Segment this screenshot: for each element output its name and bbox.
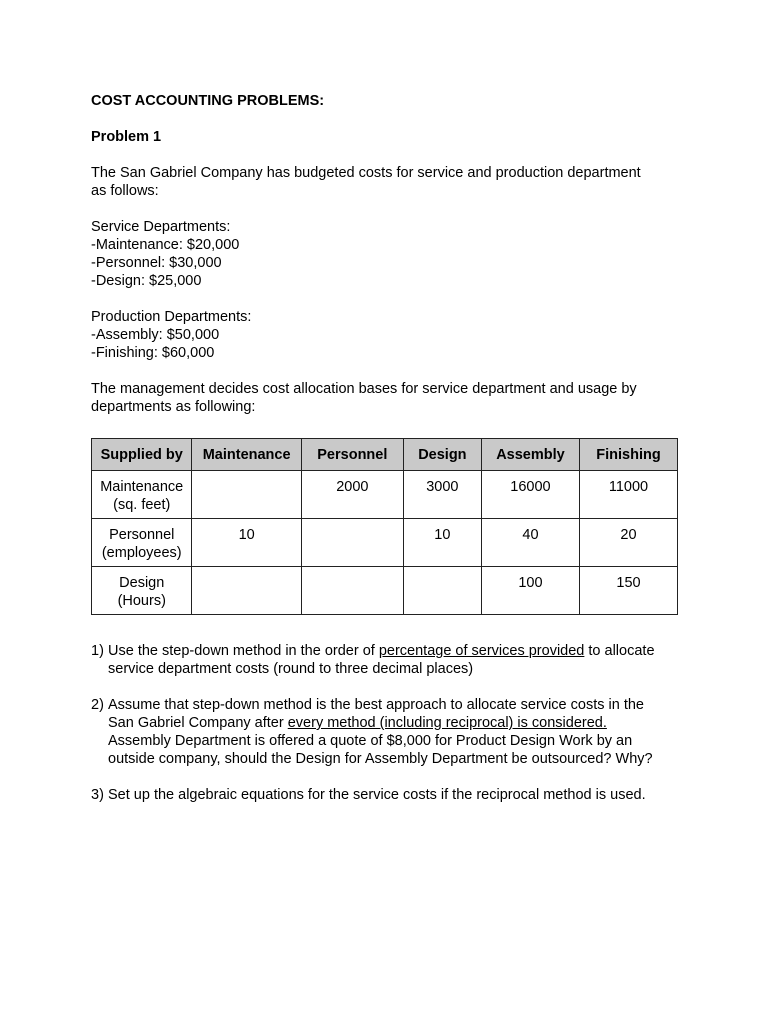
table-row [92, 519, 678, 567]
list-item: -Maintenance: $20,000 [91, 237, 240, 253]
allocation-intro-line-1: The management decides cost allocation bases for service department and usage by [91, 381, 637, 397]
row-label [92, 471, 192, 519]
document-title: COST ACCOUNTING PROBLEMS: [91, 93, 325, 109]
production-departments-list [91, 308, 691, 362]
list-item: -Finishing: $60,000 [91, 345, 215, 361]
problem-heading: Problem 1 [91, 129, 162, 145]
table-cell: 2000 [301, 471, 403, 519]
intro-line-1: The San Gabriel Company has budgeted costs for service and production department [91, 165, 641, 181]
column-header: Supplied by [92, 439, 192, 471]
production-departments-heading: Production Departments: [91, 309, 252, 325]
list-item: -Design: $25,000 [91, 273, 202, 289]
question-line: service department costs (round to three decimal places) [108, 661, 474, 677]
allocation-table [91, 438, 678, 615]
intro-paragraph [91, 164, 691, 200]
question-number: 1) [91, 643, 104, 659]
row-label [92, 519, 192, 567]
question-text-segment: Use the step-down method in the order of [108, 643, 379, 659]
question-1 [91, 642, 691, 678]
row-label-line: Personnel [109, 527, 175, 543]
column-header: Maintenance [192, 439, 301, 471]
allocation-intro-line-2: departments as following: [91, 399, 256, 415]
table-cell: 20 [580, 519, 678, 567]
row-label-line: (Hours) [117, 593, 166, 609]
allocation-intro-paragraph [91, 380, 691, 416]
table-cell [192, 471, 301, 519]
question-text-segment: San Gabriel Company after [108, 715, 288, 731]
service-departments-heading: Service Departments: [91, 219, 231, 235]
underlined-phrase: every method (including reciprocal) is considered. [287, 715, 607, 731]
row-label-line: (sq. feet) [113, 497, 171, 513]
service-departments-list [91, 218, 691, 290]
table-header-row [92, 439, 678, 471]
table-cell: 100 [481, 567, 579, 615]
table-cell: 3000 [403, 471, 481, 519]
row-label [92, 567, 192, 615]
table-cell [192, 567, 301, 615]
list-item: -Assembly: $50,000 [91, 327, 220, 343]
question-number: 2) [91, 697, 104, 713]
question-text [108, 642, 655, 678]
column-header: Finishing [580, 439, 678, 471]
table-cell: 40 [481, 519, 579, 567]
row-label-line: (employees) [101, 545, 182, 561]
question-text [108, 696, 653, 768]
question-line: Assembly Department is offered a quote of $8,000 for Product Design Work by an [108, 733, 633, 749]
intro-line-2: as follows: [91, 183, 159, 199]
questions-list [91, 642, 691, 822]
table-row [92, 471, 678, 519]
question-line: Set up the algebraic equations for the service costs if the reciprocal method is used. [108, 787, 646, 803]
document-body [91, 92, 691, 416]
table-cell [301, 519, 403, 567]
question-line: Assume that step-down method is the best approach to allocate service costs in the [108, 697, 644, 713]
table-cell: 10 [192, 519, 301, 567]
question-3 [91, 786, 691, 804]
row-label-line: Maintenance [100, 479, 184, 495]
table-row [92, 567, 678, 615]
row-label-line: Design [119, 575, 165, 591]
question-text [108, 786, 646, 804]
underlined-phrase: percentage of services provided [378, 643, 585, 659]
table-cell [301, 567, 403, 615]
table-cell: 16000 [481, 471, 579, 519]
table-cell [403, 567, 481, 615]
question-line [108, 642, 655, 660]
question-2 [91, 696, 691, 768]
question-line [108, 714, 653, 732]
question-text-segment: to allocate [584, 643, 655, 659]
list-item: -Personnel: $30,000 [91, 255, 222, 271]
column-header: Design [403, 439, 481, 471]
question-line: outside company, should the Design for Assembly Department be outsourced? Why? [108, 751, 653, 767]
column-header: Assembly [481, 439, 579, 471]
column-header: Personnel [301, 439, 403, 471]
question-number: 3) [91, 787, 104, 803]
table-cell: 150 [580, 567, 678, 615]
table-cell: 10 [403, 519, 481, 567]
table-cell: 11000 [580, 471, 678, 519]
